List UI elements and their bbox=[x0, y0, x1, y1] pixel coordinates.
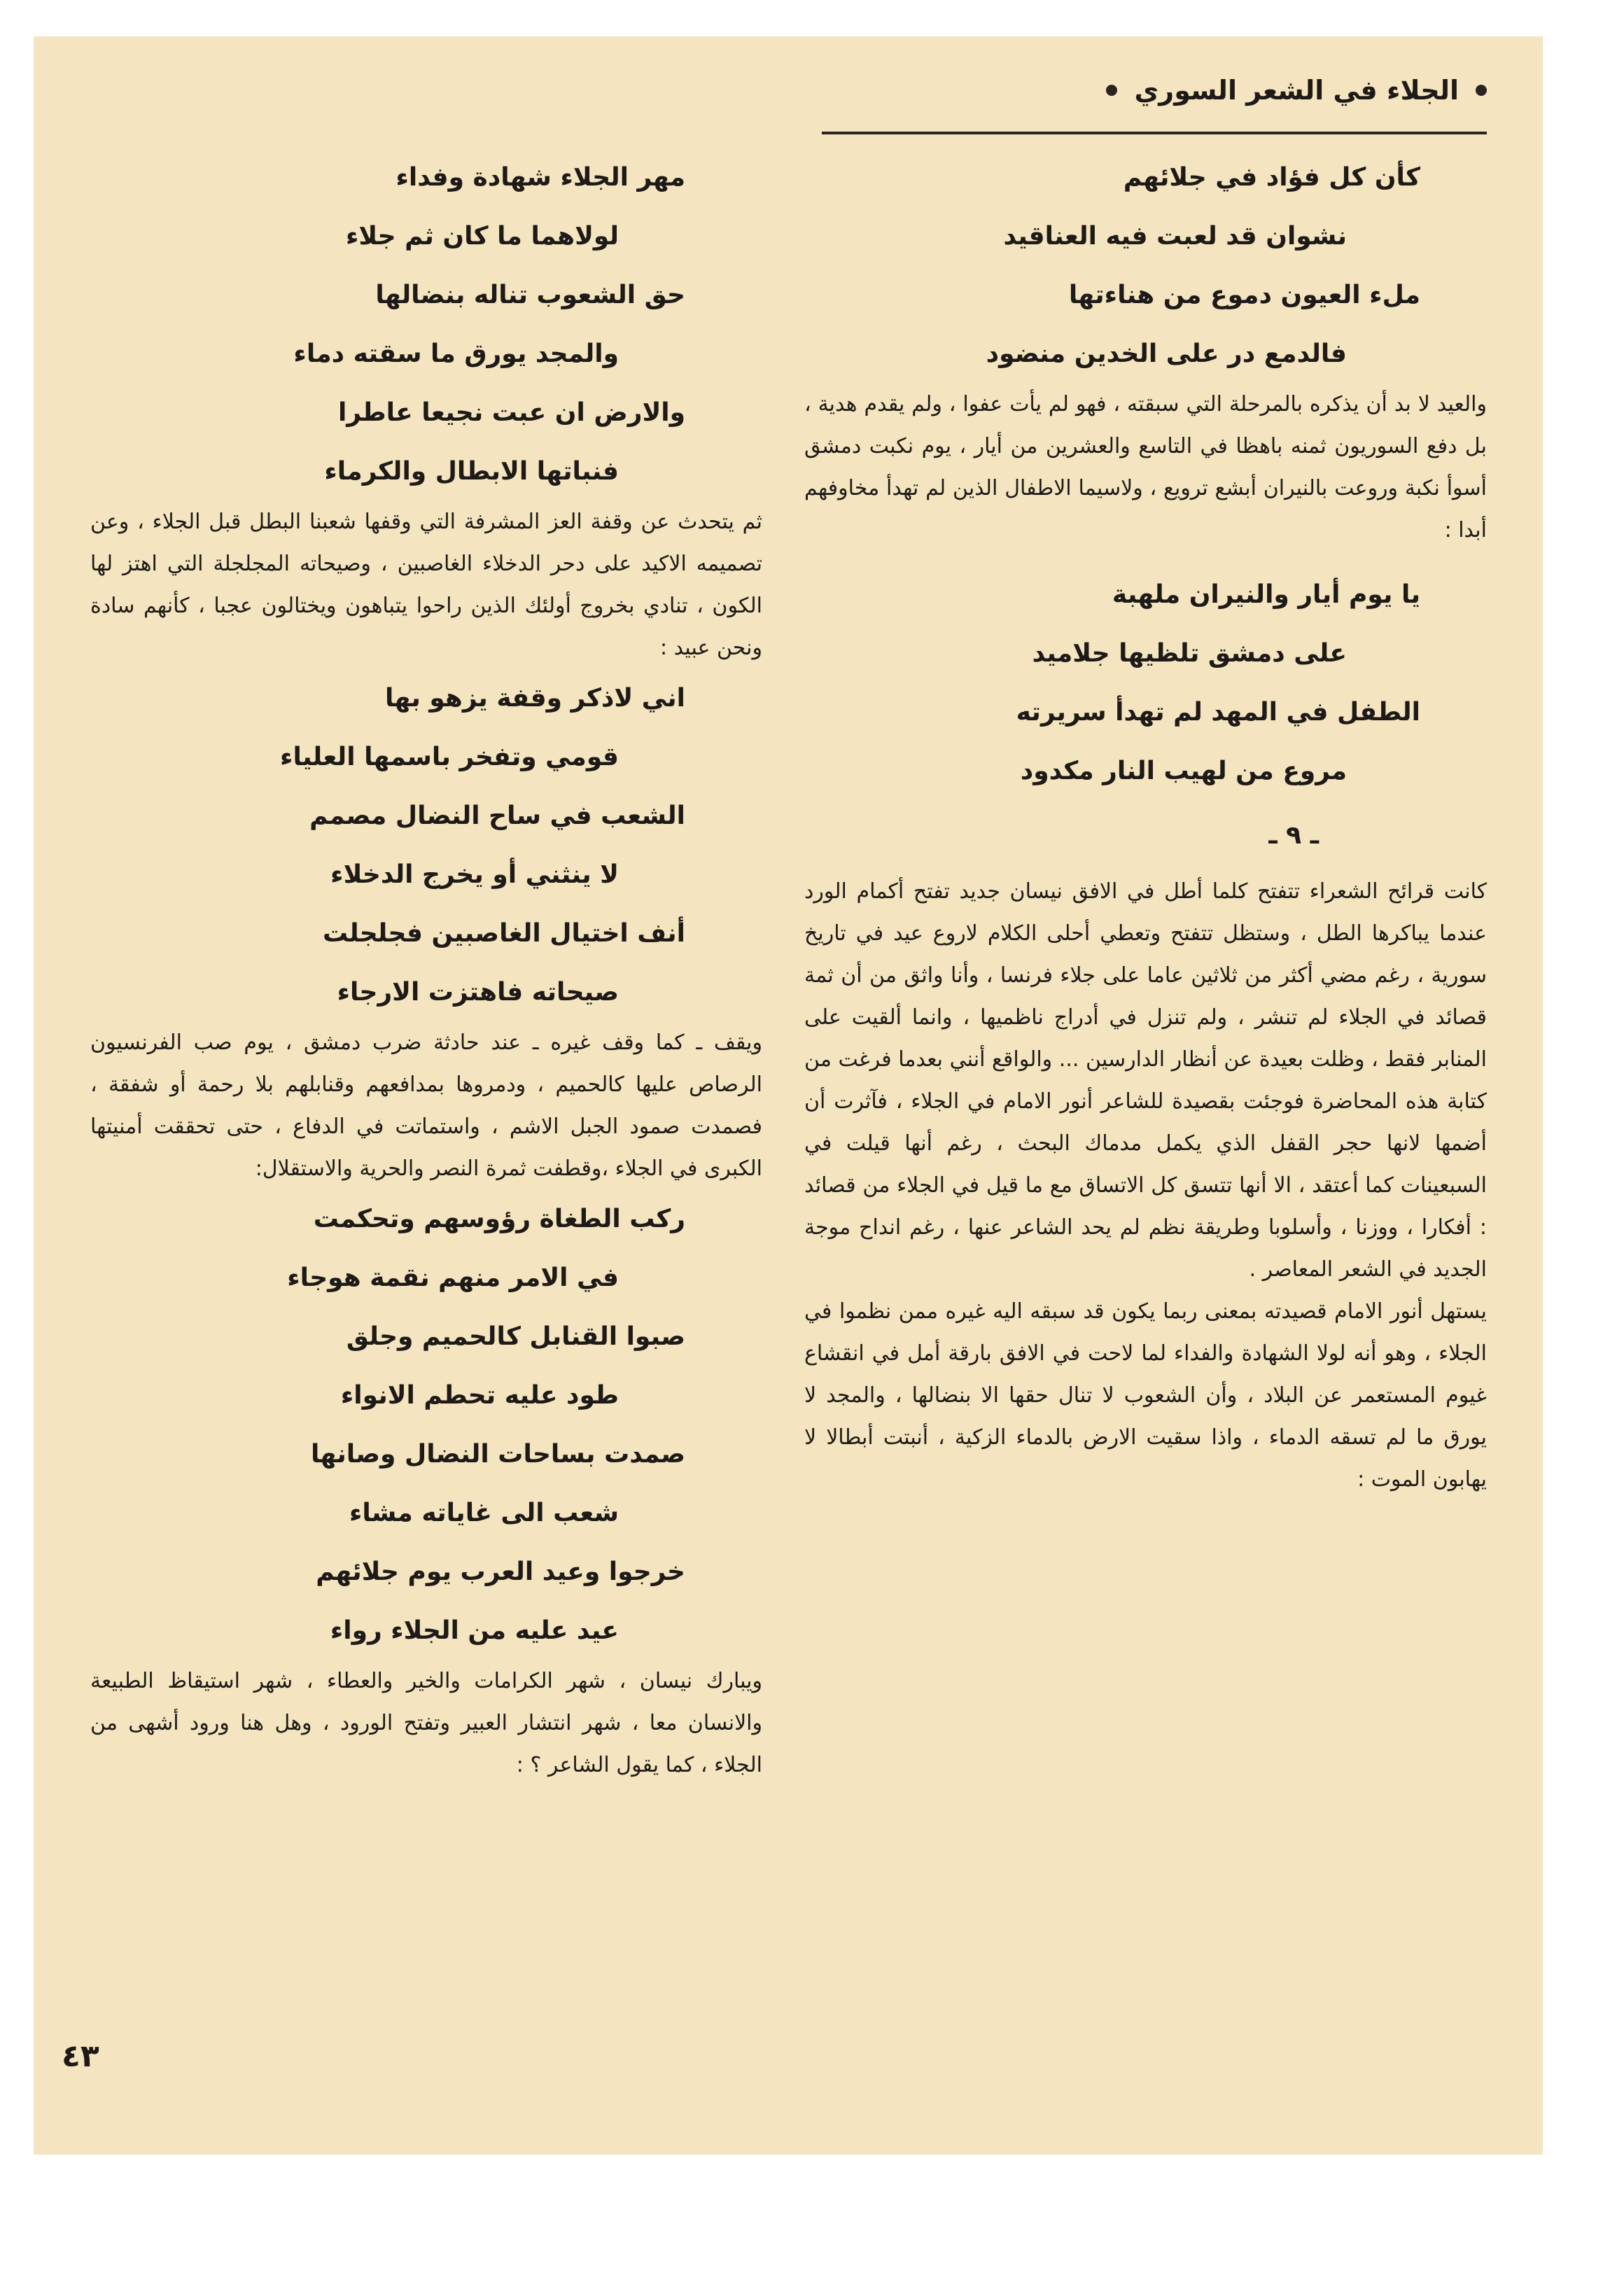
verse-line: ملء العيون دموع من هناءتها bbox=[1068, 281, 1420, 309]
verse-line: خرجوا وعيد العرب يوم جلائهم bbox=[316, 1558, 685, 1586]
paragraph: ويقف ـ كما وقف غيره ـ عند حادثة ضرب دمشق ، يوم صب الفرنسيون الرصاص عليها كالحميم ، ودمروها بمدافعهم وقنابلهم بلا رحمة أو شفقة ، فصمدت صمود الجبل الاشم ، واستماتت في الدفاع ، حتى تحققت أمنيتها الكبرى في الجلاء ،وقطفت ثمرة النصر والحرية والاستقلال: bbox=[90, 1030, 762, 1181]
verse-line: صيحاته فاهتزت الارجاء bbox=[337, 978, 619, 1007]
verse-line: شعب الى غاياته مشاء bbox=[349, 1499, 619, 1527]
page-number: ٤٣ bbox=[62, 2038, 99, 2074]
verse-line: في الامر منهم نقمة هوجاء bbox=[287, 1264, 619, 1292]
verse-line: اني لاذكر وقفة يزهو بها bbox=[385, 684, 685, 713]
header-title: الجلاء في الشعر السوري bbox=[1134, 75, 1459, 106]
paragraph: ثم يتحدث عن وقفة العز المشرفة التي وقفها شعبنا البطل قبل الجلاء ، وعن تصميمه الاكيد على دحر الدخلاء الغاصبين ، وصيحاته المجلجلة التي اهتز لها الكون ، تنادي بخروج أولئك الذين راحوا يتباهون ويختالون عجبا ، كأنهم سادة ونحن عبيد : bbox=[90, 510, 762, 660]
verse-line: الشعب في ساح النضال مصمم bbox=[309, 802, 685, 830]
verse-line: عيد عليه من الجلاء رواء bbox=[330, 1616, 619, 1645]
verse-line: لا ينثني أو يخرج الدخلاء bbox=[330, 860, 619, 889]
left-column bbox=[90, 127, 762, 1786]
verse-line: يا يوم أيار والنيران ملهبة bbox=[1112, 580, 1420, 609]
verse-line: مروع من لهيب النار مكدود bbox=[1020, 757, 1347, 785]
running-header bbox=[822, 49, 1487, 134]
bullet-icon bbox=[1476, 85, 1487, 96]
verse-line: لولاهما ما كان ثم جلاء bbox=[345, 222, 619, 251]
verse-line: الطفل في المهد لم تهدأ سريرته bbox=[1016, 698, 1420, 727]
paragraph: كانت قرائح الشعراء تتفتح كلما أطل في الافق نيسان جديد تفتح أكمام الورد عندما يباكرها الطل ، وستظل تتفتح وتعطي أحلى الكلام لاروع عيد في تاريخ سورية ، رغم مضي أكثر من ثلاثين عاما على جلاء فرنسا ، وأنا واثق من أن ثمة قصائد في الجلاء لم تنشر ، ولم تنزل في أدراج ناظميها ، وانما ألقيت على المنابر فقط ، وظلت بعيدة عن أنظار الدارسين ... والواقع أنني بعدما فرغت من كتابة هذه المحاضرة فوجئت بقصيدة للشاعر أنور الامام في الجلاء ، فآثرت أن أضمها لانها حجر القفل الذي يكمل مدماك البحث ، رغم أنها قيلت في السبعينات كما أعتقد ، الا أنها تتسق كل الاتساق مع ما قيل في الجلاء من قصائد : أفكارا ، ووزنا ، وأسلوبا وطريقة نظم لم يحد الشاعر عنها ، رغم انداح موجة الجديد في الشعر المعاصر . bbox=[804, 879, 1487, 1282]
verse-line: صبوا القنابل كالحميم وجلق bbox=[346, 1322, 685, 1351]
verse-line: فنباتها الابطال والكرماء bbox=[324, 457, 619, 486]
verse-line: كأن كل فؤاد في جلائهم bbox=[1123, 163, 1420, 192]
bullet-icon bbox=[1106, 85, 1117, 96]
paragraph: يستهل أنور الامام قصيدته بمعنى ربما يكون قد سبقه اليه غيره ممن نظموا في الجلاء ، وهو أنه لولا الشهادة والفداء لما لاحت في الافق بارقة أمل في انقشاع غيوم المستعمر عن البلاد ، وأن الشعوب لا تنال حقها الا بنضالها ، والمجد لا يورق ما لم تسقه الدماء ، واذا سقيت الارض بالدماء الزكية ، أنبتت أبطالا لا يهابون الموت : bbox=[804, 1299, 1487, 1492]
paragraph: ويبارك نيسان ، شهر الكرامات والخير والعطاء ، شهر استيقاظ الطبيعة والانسان معا ، شهر انتشار العبير وتفتح الورود ، وهل هنا ورود أشهى من الجلاء ، كما يقول الشاعر ؟ : bbox=[90, 1669, 762, 1777]
document-page bbox=[34, 36, 1543, 2155]
paragraph: والعيد لا بد أن يذكره بالمرحلة التي سبقته ، فهو لم يأت عفوا ، ولم يقدم هدية ، بل دفع السوريون ثمنه باهظا في التاسع والعشرين من أيار ، يوم نكبت دمشق أسوأ نكبة وروعت بالنيران أبشع ترويع ، ولاسيما الاطفال الذين لم تهدأ مخاوفهم أبدا : bbox=[804, 392, 1487, 542]
verse-line: والارض ان عبت نجيعا عاطرا bbox=[337, 398, 685, 427]
right-column bbox=[804, 127, 1487, 1501]
verse-line: أنف اختيال الغاصبين فجلجلت bbox=[323, 919, 685, 948]
verse-line: صمدت بساحات النضال وصانها bbox=[310, 1440, 685, 1469]
verse-line: ركب الطغاة رؤوسهم وتحكمت bbox=[313, 1205, 685, 1233]
verse-line: طود عليه تحطم الانواء bbox=[340, 1381, 619, 1410]
verse-line: حق الشعوب تناله بنضالها bbox=[375, 281, 685, 309]
verse-line: مهر الجلاء شهادة وفداء bbox=[396, 163, 685, 192]
verse-line: نشوان قد لعبت فيه العناقيد bbox=[1003, 222, 1347, 251]
verse-line: فالدمع در على الخدين منضود bbox=[986, 340, 1347, 368]
verse-line: والمجد يورق ما سقته دماء bbox=[293, 340, 619, 368]
verse-line: على دمشق تلظيها جلاميد bbox=[1032, 639, 1347, 668]
verse-line: قومي وتفخر باسمها العلياء bbox=[280, 743, 619, 771]
section-number: ـ ٩ ـ bbox=[1268, 821, 1319, 850]
